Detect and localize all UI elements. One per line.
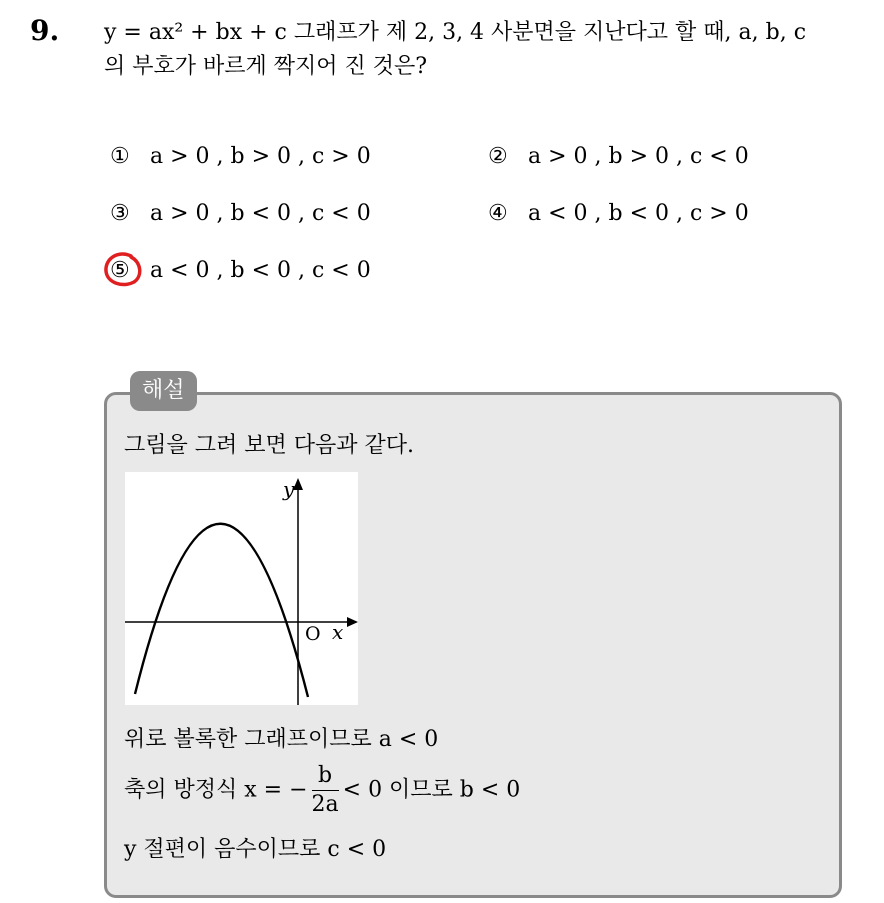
- choice-number: ⑤: [110, 258, 130, 283]
- fraction-denominator: 2a: [311, 792, 339, 817]
- choice-number: ④: [488, 201, 508, 226]
- choice-2[interactable]: [488, 144, 749, 169]
- question-number: 9.: [30, 14, 60, 47]
- parabola-curve: [135, 524, 308, 697]
- choice-expression: a < 0 , b < 0 , c < 0: [150, 258, 371, 283]
- x-axis-arrow-icon: [347, 617, 358, 627]
- answer-circle-mark-icon: [101, 250, 145, 290]
- choice-expression: a < 0 , b < 0 , c > 0: [528, 201, 749, 226]
- fraction-numerator: b: [312, 762, 339, 791]
- solution-line-axis: [124, 762, 520, 819]
- choice-number: ①: [110, 144, 130, 169]
- choice-1[interactable]: [110, 144, 371, 169]
- question-text: [104, 16, 874, 84]
- solution-line-intercept: y 절편이 음수이므로 c < 0: [124, 837, 387, 862]
- choice-number: ②: [488, 144, 508, 169]
- question-text-line2: 의 부호가 바르게 짝지어 진 것은?: [104, 54, 428, 79]
- solution-tag: 해설: [130, 371, 197, 411]
- parabola-graph: [125, 472, 358, 705]
- solution-line-concavity: 위로 볼록한 그래프이므로 a < 0: [124, 727, 439, 752]
- choice-expression: a > 0 , b > 0 , c > 0: [150, 144, 371, 169]
- y-axis-label: y: [283, 477, 295, 501]
- solution-intro: 그림을 그려 보면 다음과 같다.: [124, 433, 414, 458]
- y-axis-arrow-icon: [293, 478, 303, 490]
- question-text-line1: y = ax² + bx + c 그래프가 제 2, 3, 4 사분면을 지난다고 할 때, a, b, c: [104, 20, 807, 45]
- choice-3[interactable]: [110, 201, 371, 226]
- axis-equation-suffix: < 0 이므로 b < 0: [342, 777, 521, 803]
- choice-5[interactable]: [110, 258, 371, 283]
- origin-label: O: [305, 623, 321, 645]
- choice-4[interactable]: [488, 201, 749, 226]
- fraction: [312, 762, 339, 819]
- choice-expression: a > 0 , b < 0 , c < 0: [150, 201, 371, 226]
- choice-expression: a > 0 , b > 0 , c < 0: [528, 144, 749, 169]
- x-axis-label: x: [332, 620, 344, 644]
- choice-number: ③: [110, 201, 130, 226]
- axis-equation-prefix: 축의 방정식 x = −: [124, 777, 308, 803]
